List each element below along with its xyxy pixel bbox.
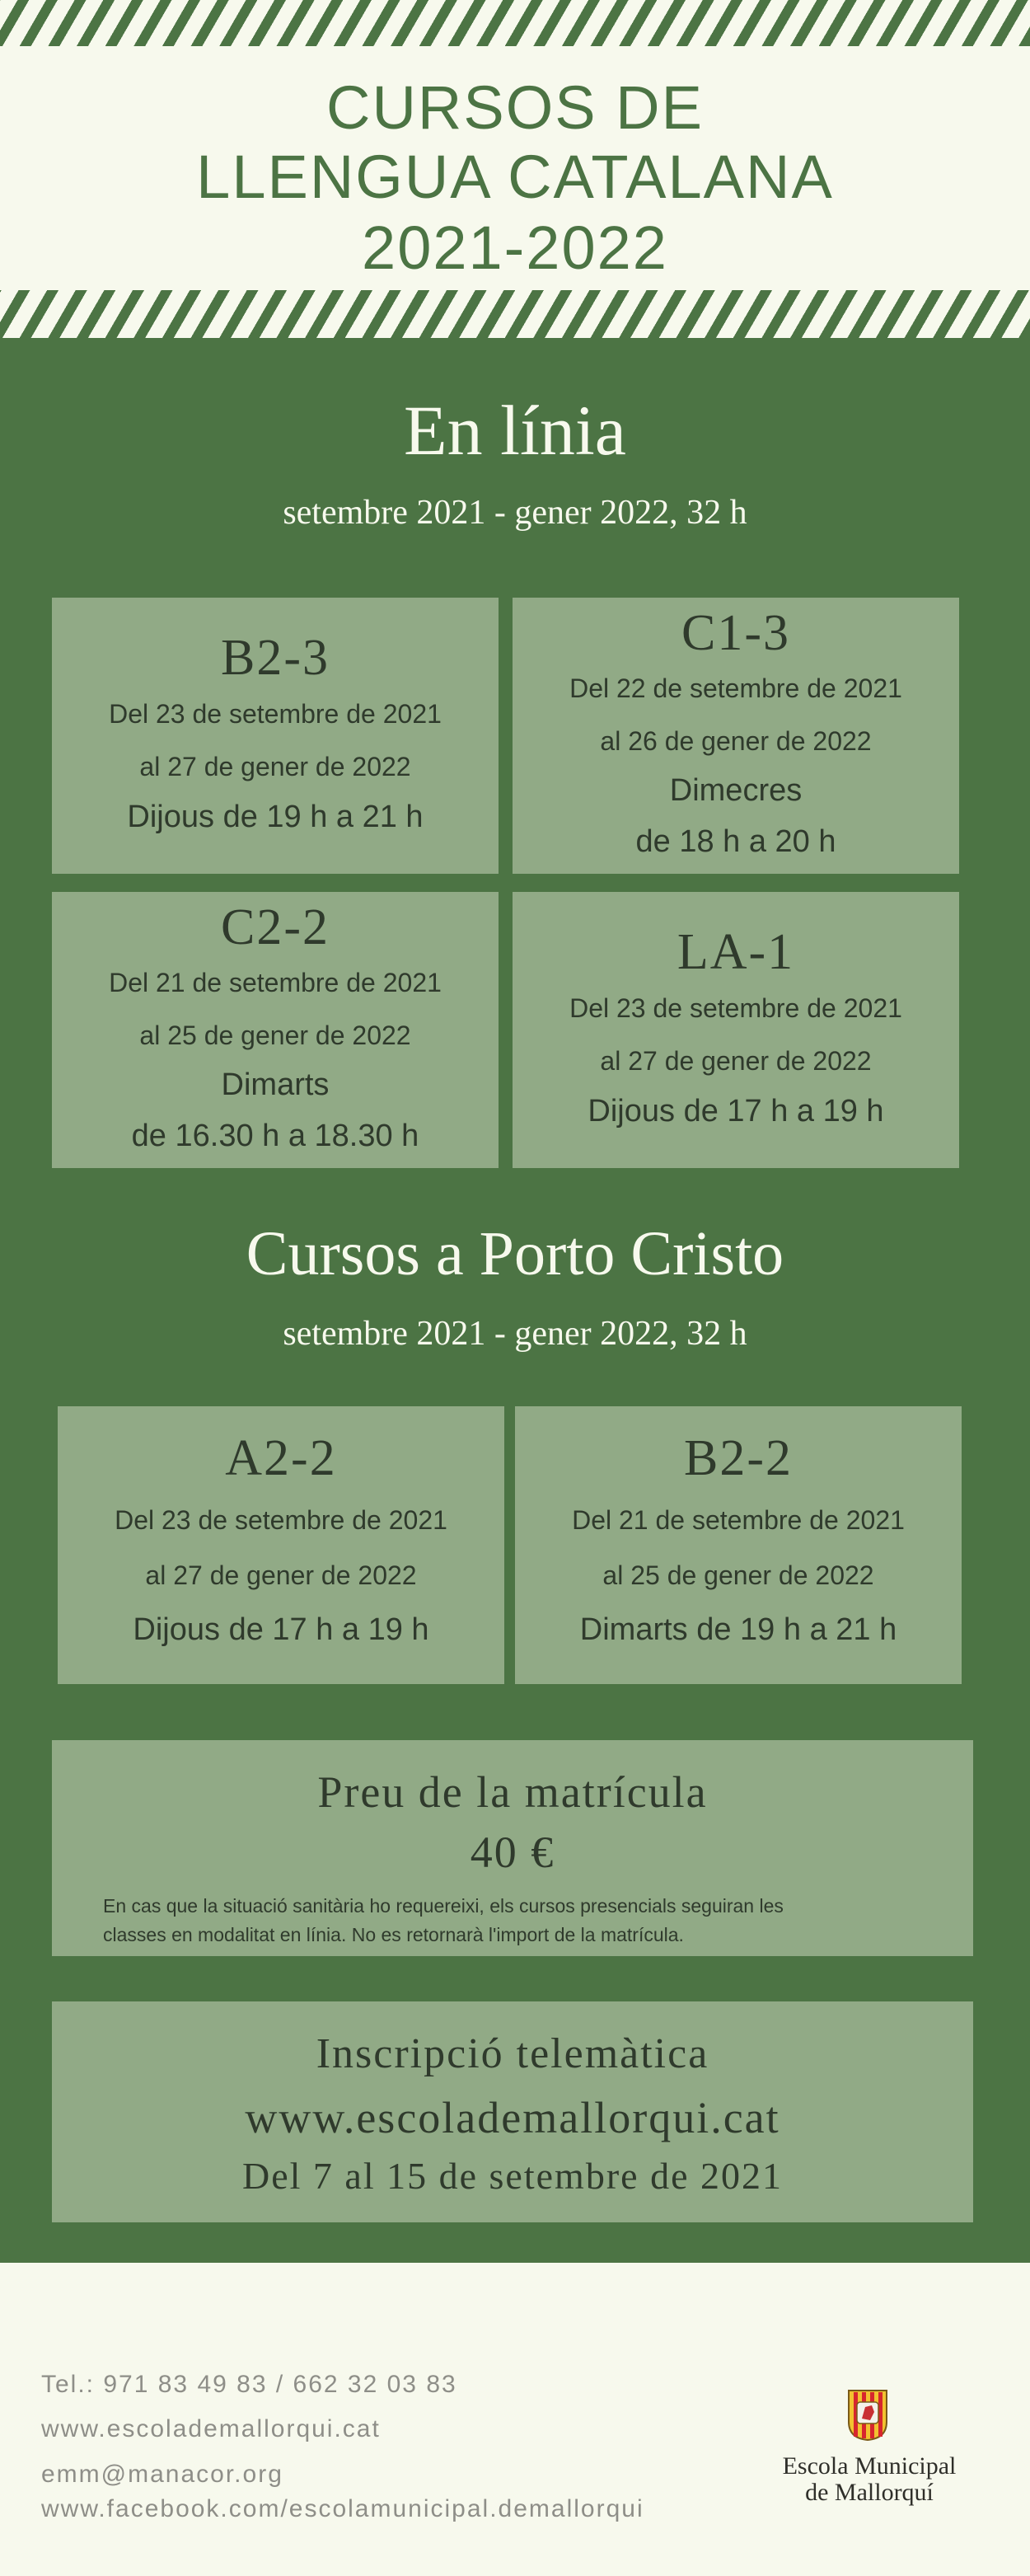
course-card-c1-3 [513, 598, 959, 874]
course-start-date: Del 23 de setembre de 2021 [569, 993, 902, 1023]
section-subtitle-online: setembre 2021 - gener 2022, 32 h [283, 494, 747, 532]
price-box [52, 1740, 973, 1956]
course-start-date: Del 21 de setembre de 2021 [109, 968, 442, 997]
course-schedule: Dimarts de 19 h a 21 h [579, 1612, 897, 1647]
course-code: LA-1 [677, 924, 795, 980]
course-end-date: al 27 de gener de 2022 [600, 1046, 872, 1076]
course-end-date: al 25 de gener de 2022 [602, 1560, 874, 1590]
course-end-date: al 26 de gener de 2022 [600, 726, 872, 756]
logo-text-line-1: Escola Municipal [782, 2452, 957, 2480]
section-title-porto-cristo: Cursos a Porto Cristo [246, 1219, 784, 1288]
course-day: Dimarts [221, 1067, 330, 1102]
footer-email-link[interactable]: emm@manacor.org [41, 2461, 283, 2488]
course-start-date: Del 21 de setembre de 2021 [572, 1505, 905, 1535]
page-title-line-2: LLENGUA CATALANA [196, 143, 834, 211]
price-amount: 40 € [470, 1828, 555, 1877]
course-code: C1-3 [681, 605, 790, 661]
course-day: Dimecres [669, 773, 803, 808]
course-end-date: al 27 de gener de 2022 [139, 752, 411, 781]
footer-facebook-link[interactable]: www.facebook.com/escolamunicipal.demallorqui [41, 2495, 644, 2522]
price-title: Preu de la matrícula [317, 1767, 708, 1817]
course-code: C2-2 [221, 899, 330, 955]
price-note-line-2: classes en modalitat en línia. No es retornarà l'import de la matrícula. [103, 1924, 684, 1945]
registration-box [52, 2001, 973, 2222]
logo-text-line-2: de Mallorquí [805, 2479, 934, 2506]
page-title-line-1: CURSOS DE [326, 73, 704, 142]
section-subtitle-porto-cristo: setembre 2021 - gener 2022, 32 h [283, 1315, 747, 1353]
course-card-c2-2 [52, 892, 499, 1168]
footer-phone: Tel.: 971 83 49 83 / 662 32 03 83 [41, 2371, 457, 2398]
stripe-border-bottom [0, 290, 1030, 338]
section-title-online: En línia [404, 391, 626, 470]
page-title-year: 2021-2022 [362, 213, 668, 282]
course-card-a2-2 [58, 1406, 504, 1684]
course-start-date: Del 23 de setembre de 2021 [115, 1505, 447, 1535]
registration-title: Inscripció telemàtica [316, 2030, 709, 2077]
course-end-date: al 25 de gener de 2022 [139, 1021, 411, 1050]
course-card-b2-2 [515, 1406, 962, 1684]
course-code: B2-3 [221, 630, 330, 686]
course-start-date: Del 23 de setembre de 2021 [109, 699, 442, 729]
price-note-line-1: En cas que la situació sanitària ho requereixi, els cursos presencials seguiran les [103, 1895, 784, 1917]
stripe-border-top [0, 0, 1030, 46]
course-hours: de 18 h a 20 h [635, 824, 836, 859]
course-code: A2-2 [225, 1430, 337, 1486]
course-code: B2-2 [684, 1430, 793, 1486]
course-card-b2-3 [52, 598, 499, 874]
course-card-la-1 [513, 892, 959, 1168]
course-start-date: Del 22 de setembre de 2021 [569, 673, 902, 703]
course-hours: de 16.30 h a 18.30 h [131, 1119, 419, 1153]
course-schedule: Dijous de 17 h a 19 h [588, 1094, 884, 1128]
coat-of-arms-icon [847, 2389, 888, 2442]
course-end-date: al 27 de gener de 2022 [145, 1560, 417, 1590]
registration-dates: Del 7 al 15 de setembre de 2021 [242, 2155, 783, 2197]
course-schedule: Dijous de 17 h a 19 h [133, 1612, 429, 1647]
course-schedule: Dijous de 19 h a 21 h [127, 800, 424, 834]
footer-website-link[interactable]: www.escolademallorqui.cat [41, 2415, 381, 2442]
registration-url[interactable]: www.escolademallorqui.cat [245, 2093, 780, 2142]
